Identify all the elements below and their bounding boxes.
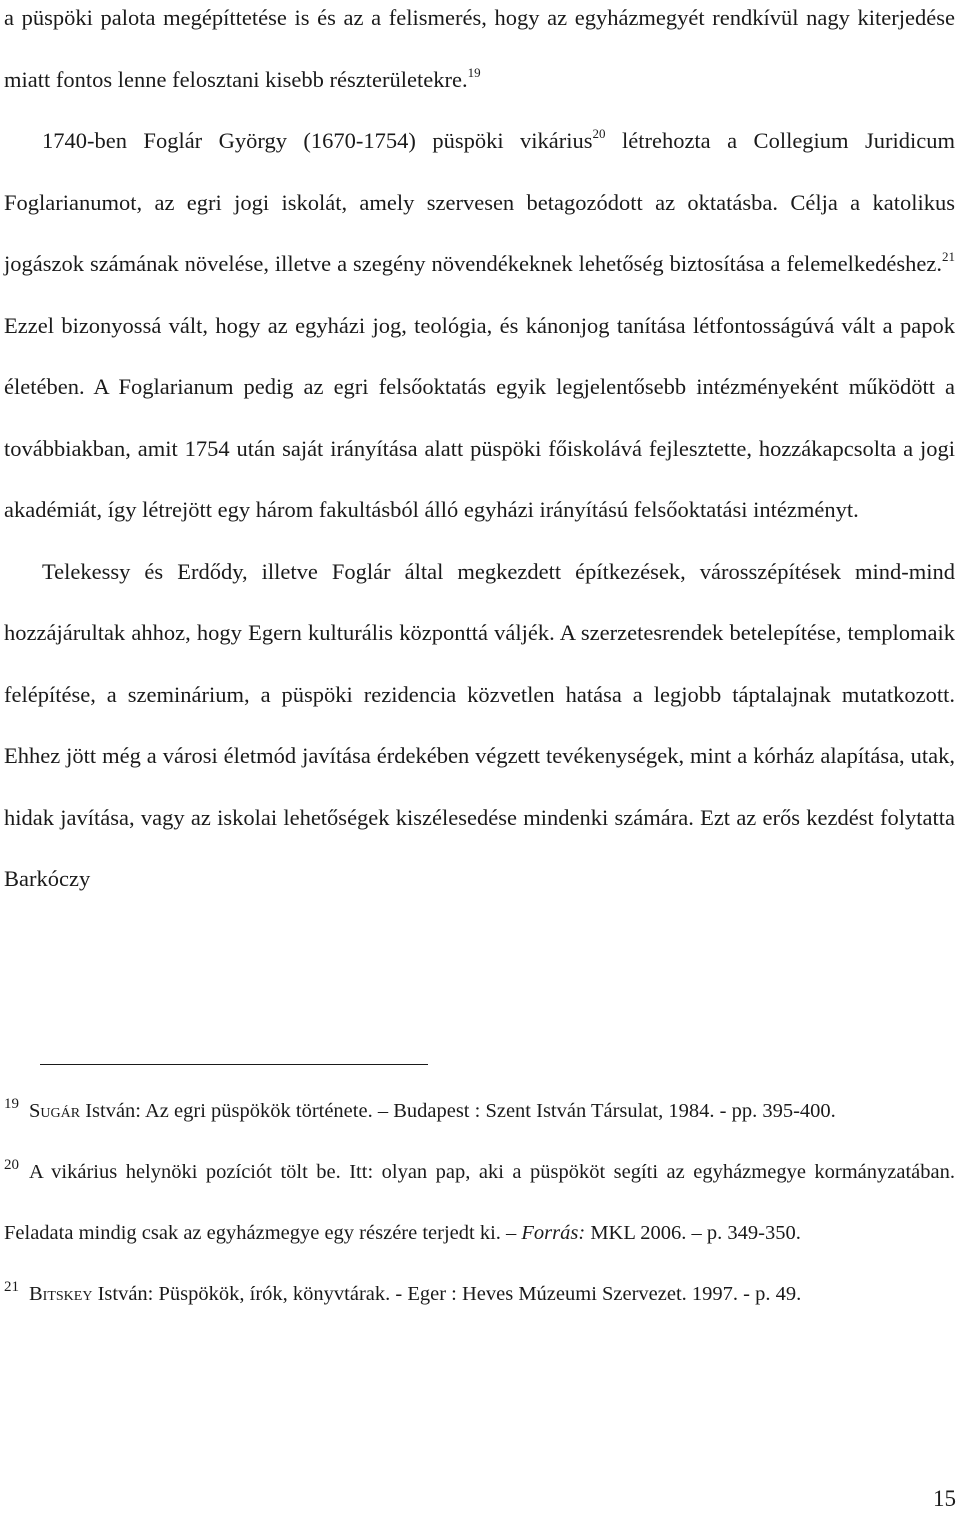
paragraph-3-text: Telekessy és Erdődy, illetve Foglár által megkezdett építkezések, városszépítések mind-mind hozzájárultak ahhoz, hogy Egern kulturális központtá váljék. A szerzetesrendek betelepítése, templomaik felépítése, a szeminárium, a püspöki rezidencia közvetlen hatása a legjobb táptalajnak mutatkozott. Ehhez jött még a városi életmód javítása érdekében végzett tevékenységek, mint a kórház alapítása, utak, hidak javítása, vagy az iskolai lehetőségek kiszélesedése mindenki számára. Ezt az erős kezdést folytatta Barkóczy (4, 558, 955, 891)
paragraph-2-text-b: létrehozta a Collegium Juridicum Foglarianumot, az egri jogi iskolát, amely szervesen betagozódott az oktatásba. Célja a katolikus jogászok számának növelése, illetve a szegény növendékeknek lehetőség biztosítása a felemelkedéshez. (4, 128, 955, 276)
footnote-ref-20[interactable]: 20 (592, 126, 606, 141)
footnotes-section (4, 1064, 955, 1325)
page-number: 15 (933, 1486, 956, 1511)
footnote-21 (4, 1264, 955, 1325)
footnote-number: 19 (4, 1096, 19, 1112)
footnote-author: Sugár (29, 1100, 81, 1122)
page-body (4, 0, 955, 910)
footnote-ref-21[interactable]: 21 (942, 249, 955, 264)
paragraph-2-text-a: 1740-ben Foglár György (1670-1754) püspöki vikárius (42, 128, 593, 153)
paragraph-1-text: a püspöki palota megépíttetése is és az a felismerés, hogy az egyházmegyét rendkívül nagy kiterjedése miatt fontos lenne felosztani kisebb részterületekre. (4, 5, 955, 92)
footnote-19 (4, 1081, 955, 1142)
footnote-text-b: MKL 2006. – p. 349-350. (585, 1222, 801, 1244)
footnote-number: 21 (4, 1279, 19, 1295)
footnote-ref-19[interactable]: 19 (467, 64, 481, 80)
footnote-author: Bitskey (29, 1283, 93, 1305)
paragraph-3 (4, 541, 955, 910)
paragraph-2-text-c: Ezzel bizonyossá vált, hogy az egyházi jog, teológia, és kánonjog tanítása létfontosságúvá vált a papok életében. A Foglarianum pedig az egri felsőoktatás egyik legjelentősebb intézményeként működött a továbbiakban, amit 1754 után saját irányítása alatt püspöki főiskolává fejlesztette, hozzákapcsolta a jogi akadémiát, így létrejött egy három fakultásból álló egyházi irányítású felsőoktatási intézményt. (4, 312, 955, 522)
paragraph-2 (4, 110, 955, 541)
footnote-number: 20 (4, 1157, 19, 1173)
footnote-20 (4, 1142, 955, 1264)
footnote-text: István: Püspökök, írók, könyvtárak. - Eger : Heves Múzeumi Szervezet. 1997. - p. 49. (92, 1283, 802, 1305)
footnote-source-label: Forrás: (521, 1222, 586, 1244)
footnote-text: István: Az egri püspökök története. – Budapest : Szent István Társulat, 1984. - pp. 395-400. (80, 1100, 836, 1122)
paragraph-1 (4, 0, 955, 110)
footnote-separator (40, 1064, 428, 1065)
footnote-text-a: A vikárius helynöki pozíciót tölt be. Itt: olyan pap, aki a püspököt segíti az egyházmegye kormányzatában. Feladata mindig csak az egyházmegye egy részére terjedt ki. – (4, 1161, 955, 1244)
